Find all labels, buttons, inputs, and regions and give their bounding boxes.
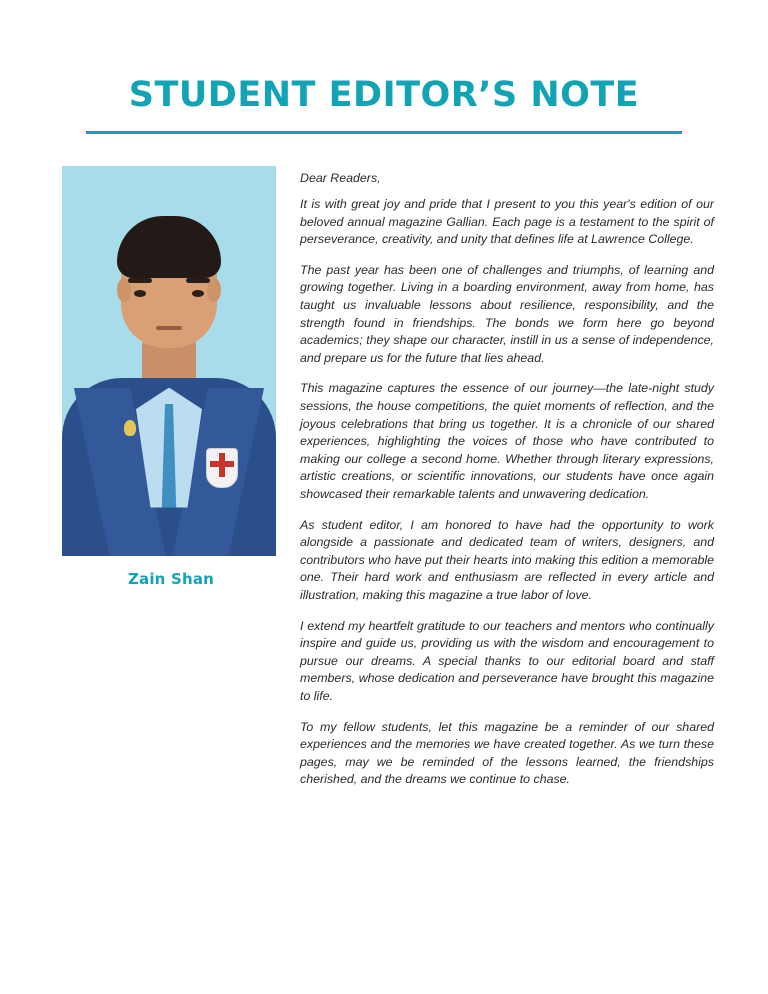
article-content [0,134,768,789]
portrait-mouth [156,326,182,330]
letter-paragraph-6: To my fellow students, let this magazine be a reminder of our shared experiences and the memories we have created together. As we turn these pages, may we be reminded of the lessons learned, the friendships cherished, and the dreams we continue to chase. [300,719,714,787]
portrait-hair [117,216,221,278]
portrait-brow-left [128,278,152,283]
page-title: STUDENT EDITOR’S NOTE [128,75,640,115]
school-crest-icon [206,448,238,488]
letter-paragraph-5: I extend my heartfelt gratitude to our teachers and mentors who continually inspire and guide us, providing us with the wisdom and encouragement to pursue our dreams. A special thanks to our editorial board and staff members, whose dedication and perseverance have brought this magazine to life. [300,618,714,703]
letter-paragraph-4: As student editor, I am honored to have had the opportunity to work alongside a passionate and dedicated team of writers, designers, and contributors who have put their hearts into making this edition a memorable one. Their hard work and enthusiasm are reflected in every article and illustration, making this magazine a true labor of love. [300,517,714,602]
portrait-brow-right [186,278,210,283]
photo-caption: Zain Shan [127,569,215,588]
title-block [0,0,768,134]
letter-paragraph-2: The past year has been one of challenges and triumphs, of learning and growing together. Living in a boarding environment, away from home, has taught us invaluable lessons about resilience, responsibility, and the strength found in friendships. The bonds we form here go beyond academics; they shape our character, instill in us a sense of independence, and prepare us for the future that lies ahead. [300,262,714,365]
portrait-eye-left [134,290,146,297]
letter-body [300,166,714,789]
crest-bar-vertical [219,453,225,477]
letter-paragraph-3: This magazine captures the essence of our journey—the late-night study sessions, the house competitions, the quiet moments of reflection, and the joyous celebrations that bring us together. It is a chronicle of our shared experiences, highlighting the voices of those who have contributed to making our college a second home. Whether through literary expressions, artistic creations, or scientific innovations, our students have once again showcased their remarkable talents and unwavering dedication. [300,381,714,501]
lapel-pin-icon [124,420,136,436]
portrait-eye-right [192,290,204,297]
photo-column [62,166,280,588]
portrait-illustration [62,166,276,556]
letter-salutation: Dear Readers, [300,170,381,185]
editor-photo [62,166,276,556]
letter-paragraph-1: It is with great joy and pride that I present to you this year's edition of our beloved annual magazine Gallian. Each page is a testament to the spirit of perseverance, creativity, and unity that defines life at Lawrence College. [300,197,714,247]
